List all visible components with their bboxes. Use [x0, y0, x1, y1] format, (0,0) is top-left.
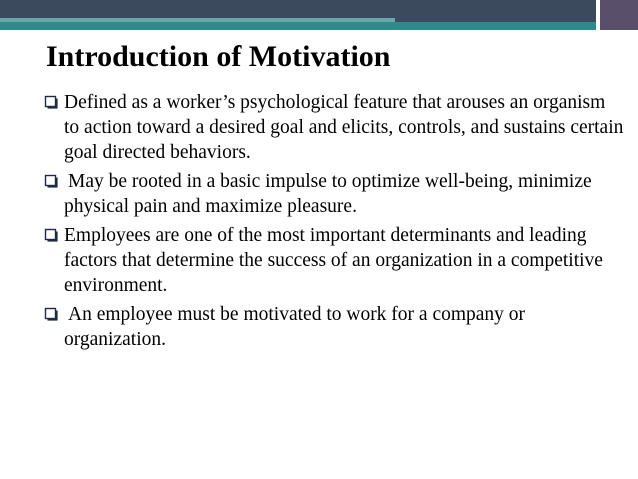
checkbox-square-icon — [44, 95, 58, 109]
header-bar-accent — [600, 0, 638, 30]
bullet-item — [44, 90, 624, 165]
bullet-text: Defined as a worker’s psychological feature that arouses an organism to action toward a desired goal and elicits, controls, and sustains certain goal directed behaviors. — [64, 92, 624, 163]
bullet-item — [44, 169, 624, 219]
checkbox-square-icon — [44, 307, 58, 321]
bullet-text: Employees are one of the most important determinants and leading factors that determine the success of an organization in a competitive environment. — [64, 225, 603, 296]
bullet-list — [44, 90, 624, 356]
checkbox-square-icon — [44, 174, 58, 188]
checkbox-square-icon — [44, 228, 58, 242]
bullet-text: An employee must be motivated to work for a company or organization. — [64, 304, 526, 350]
bullet-item — [44, 302, 624, 352]
bullet-item — [44, 223, 624, 298]
header-bar-teal — [0, 22, 638, 30]
slide-title: Introduction of Motivation — [46, 40, 391, 73]
bullet-text: May be rooted in a basic impulse to optimize well-being, minimize physical pain and maximize pleasure. — [64, 171, 592, 217]
